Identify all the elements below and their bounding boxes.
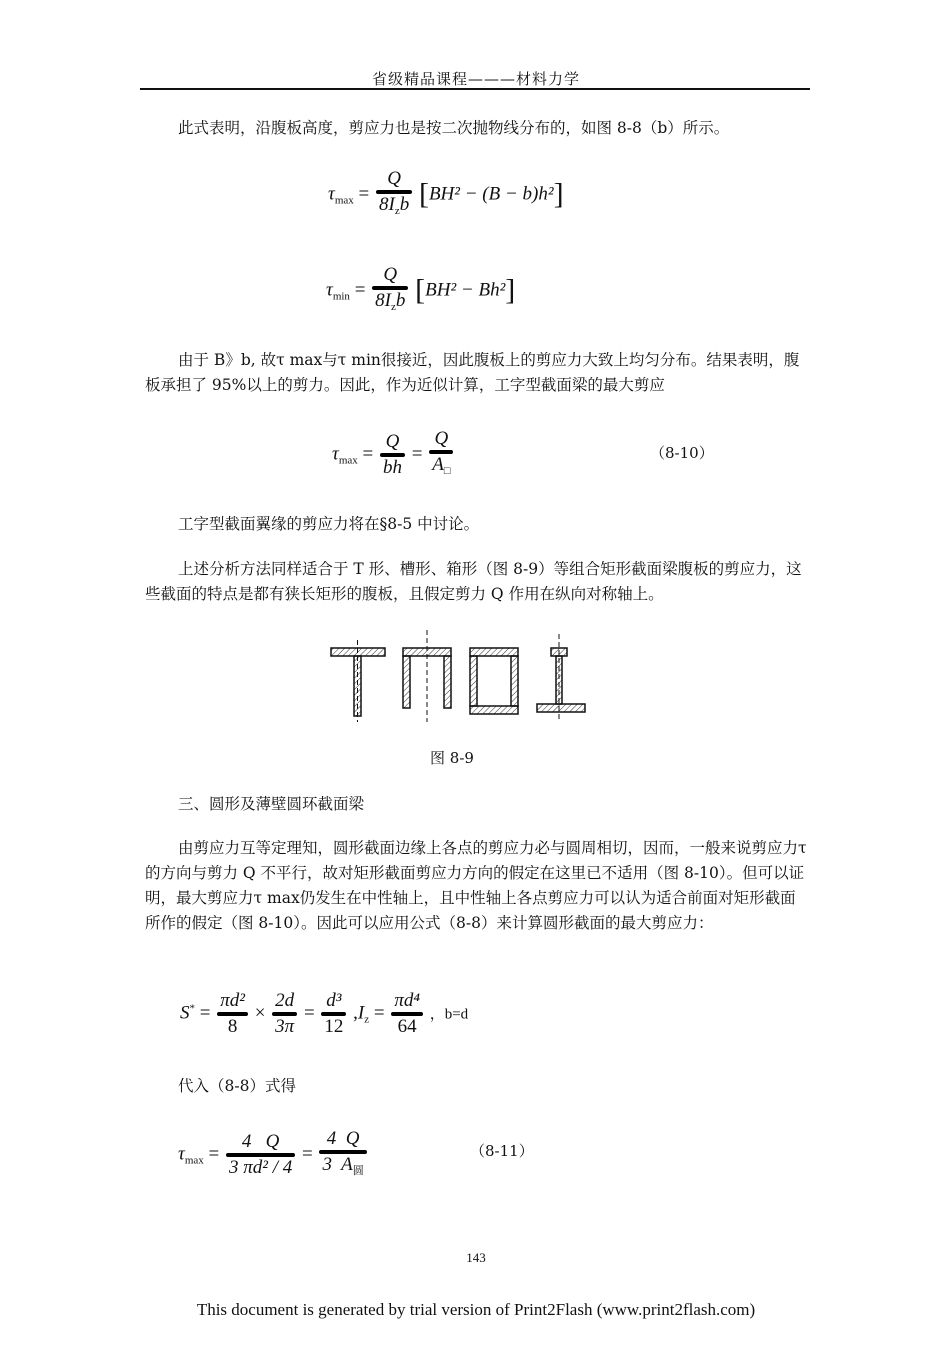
page-number: 143 (466, 1250, 486, 1265)
equation-s-star: S* = $\frac{\text{πd²}}{8}$ × $\frac{2d}{3\pi}$ = $\frac{\text{d³}}{12}$ $,I_z$ = $\frac{\text{πd⁴}}{64}$ ，b=d (180, 990, 469, 1037)
footer-notice: This document is generated by trial version of Print2Flash (www.print2flash.com) (196, 1300, 756, 1319)
figure-8-9-cross-sections (325, 628, 595, 724)
equation-number-8-10: （8-10） (650, 444, 714, 462)
header-title: 省级精品课程———材料力学 (371, 70, 580, 88)
channel-section (403, 630, 451, 722)
paragraph-4: 上述分析方法同样适合于 T 形、槽形、箱形（图 8-9）等组合矩形截面梁腹板的剪应力，这些截面的特点是都有狭长矩形的腹板，且假定剪力 Q 作用在纵向对称轴上。 (145, 560, 802, 603)
header-rule (140, 88, 810, 90)
figure-caption: 图 8-9 (430, 749, 474, 767)
fraction: $\frac{2d}{3\pi}$ (272, 990, 297, 1038)
paragraph-1: 此式表明，沿腹板高度，剪应力也是按二次抛物线分布的，如图 8-8（b）所示。 (178, 119, 730, 137)
i-section (537, 634, 585, 722)
section-heading: 三、圆形及薄壁圆环截面梁 (178, 795, 365, 813)
fraction: $\frac{\text{πd²}}{8}$ (217, 990, 248, 1038)
paragraph-3: 工字型截面翼缘的剪应力将在§8-5 中讨论。 (178, 515, 480, 533)
fraction: $\frac{4 Q}{\text{3 πd² / 4}}$ (226, 1131, 295, 1179)
equation-tau-min: $\tau_{min}$ = $\frac{Q}{8I_zb}$ [BH² − Bh²] (326, 264, 515, 318)
fraction: $\frac{4 Q}{3 A_圆}$ (319, 1128, 366, 1182)
equation-8-11: $\tau_{max}$ = $\frac{4 Q}{\text{3 πd² / 4}}$ = $\frac{4 Q}{3 A_圆}$ (178, 1128, 369, 1182)
fraction: $\frac{\text{d³}}{12}$ (321, 990, 346, 1038)
fraction: $\frac{\text{πd⁴}}{64}$ (391, 990, 423, 1038)
fraction: $\frac{Q}{bh}$ (380, 431, 405, 479)
t-section (331, 640, 385, 722)
paragraph-6: 由剪应力互等定理知，圆形截面边缘上各点的剪应力必与圆周相切，因而，一般来说剪应力τ的方向与剪力 Q 不平行，故对矩形截面剪应力方向的假定在这里已不适用（图 8-10）。但可以证明，最大剪应力τ max仍发生在中性轴上，且中性轴上各点剪应力可以认为适合前面对矩形截面所作的假定（图 8-10）。因此可以应用公式（8-8）来计算圆形截面的最大剪应力： (145, 839, 807, 932)
paragraph-7: 代入（8-8）式得 (178, 1077, 296, 1095)
fraction: $\frac{Q}{A_□}$ (429, 428, 453, 482)
fraction: $\frac{Q}{8I_zb}$ (372, 264, 408, 318)
box-section (470, 648, 518, 714)
paragraph-2: 由于 B》b, 故τ max与τ min很接近，因此腹板上的剪应力大致上均匀分布。结果表明，腹板承担了 95%以上的剪力。因此，作为近似计算，工字型截面梁的最大剪应 (145, 351, 800, 394)
equation-tau-max: $\tau_{max}$ = $\frac{Q}{8I_zb}$ [BH² − (B − b)h²] (328, 168, 564, 222)
fraction: $\frac{Q}{8I_zb}$ (376, 168, 412, 222)
equation-8-10: $\tau_{max}$ = $\frac{Q}{bh}$ = $\frac{Q}{A_□}$ (332, 428, 455, 482)
equation-number-8-11: （8-11） (470, 1142, 534, 1160)
